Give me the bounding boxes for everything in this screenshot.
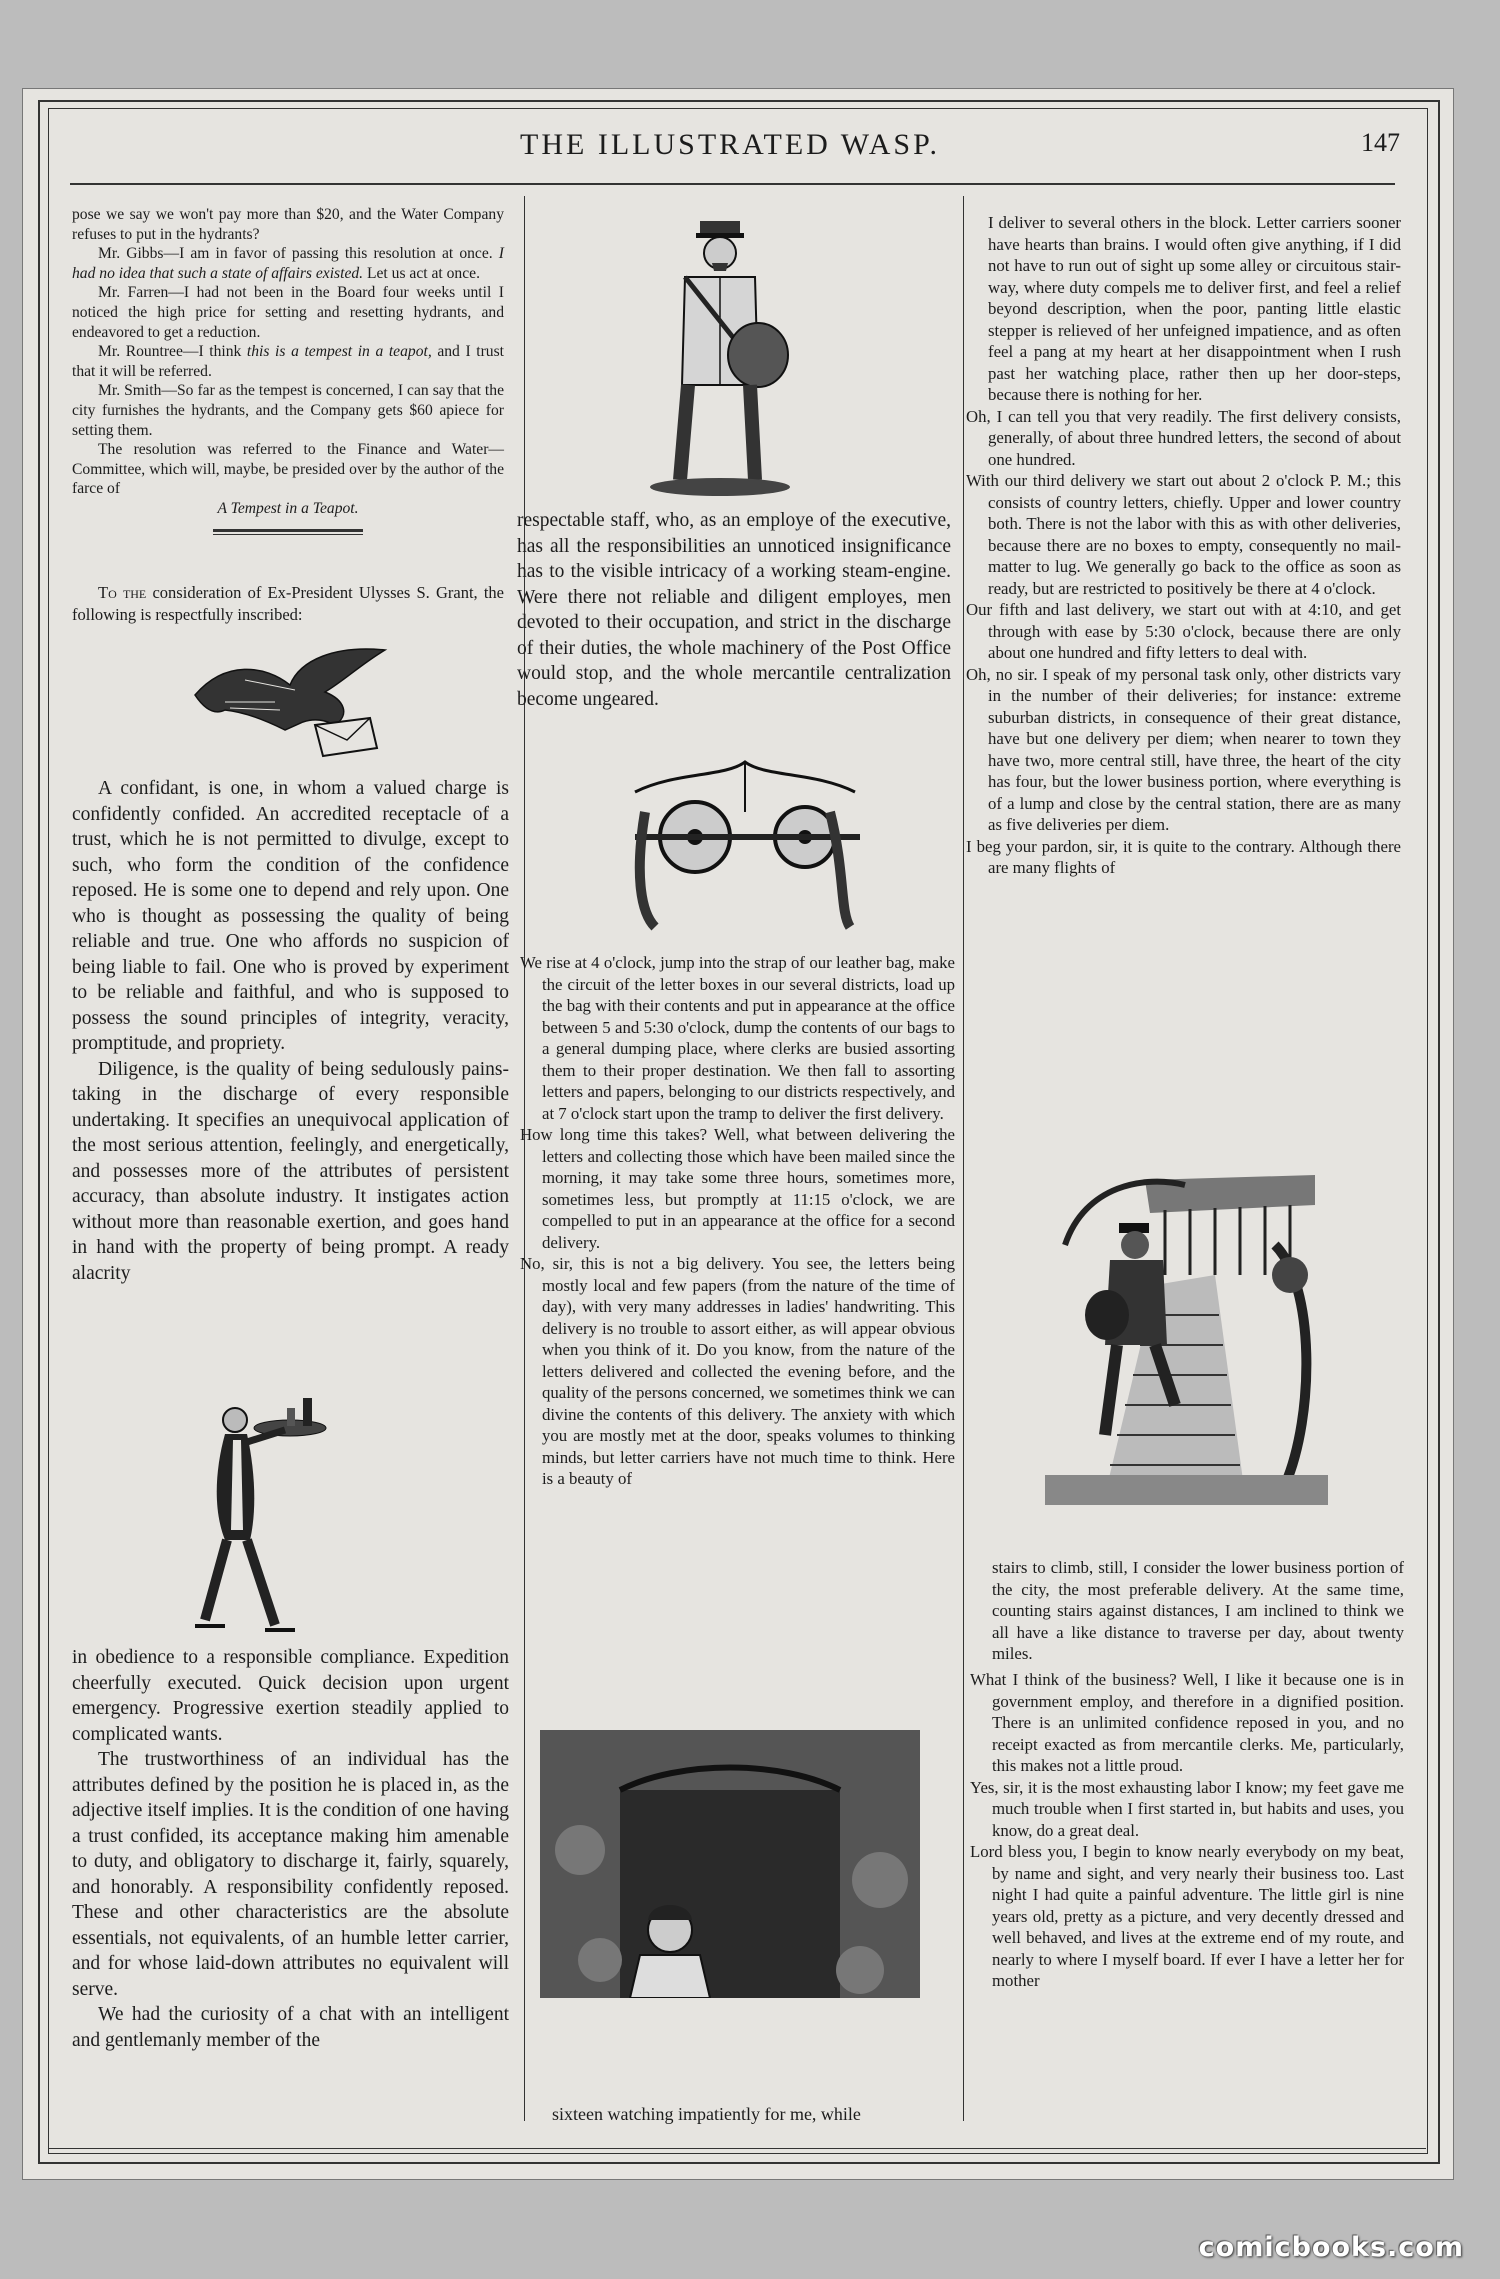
paragraph: respectable staff, who, as an employe of the executive, has all the responsibilities an unnoticed insignificance has to the visible intricacy of a working steam-engine. Were there not reliable and diligent employes, men devoted to their occupation, and strict in the discharge of their duties, the whole machinery of the Post Office would stop, and the whole mercantile centralization become ungeared. [517,510,951,710]
column-divider-2 [963,196,964,2121]
watermark: comicbooks.com [1198,2232,1464,2263]
paragraph: stairs to climb, still, I consider the lower business portion of the city, the most preferable delivery. At the same time, counting stairs against distances, I am inclined to think we all have a like distance to traverse per day, about twenty miles. [992,1558,1404,1663]
letter-carrier-illustration [640,215,805,500]
page-number: 147 [1361,128,1400,157]
column-1-body [72,776,509,1286]
carrier-on-staircase-illustration [1045,1165,1328,1505]
paragraph: The trustworthiness of an individual has the attributes defined by the position he is placed in, as the adjective itself implies. It is the condition of one having a trust confided, its acceptance making him amenable to duty, and obligatory to discharge it, fairly, squarely, and honorably. A responsibility confidently reposed. These and other characteristics are the absolute essentials, not equivalents, of an humble letter carrier, and for whose laid-down attributes no equivalent will serve. [72,1749,509,2000]
page-header [60,128,1400,178]
steam-engine-wheels-illustration [615,752,875,934]
bottom-rule [48,2148,1426,2149]
paragraph: We rise at 4 o'clock, jump into the strap of our leather bag, make the circuit of the letter boxes in our several districts, load up the bag with their contents and put in appearance at the office between 5 and 5:30 o'clock, dump the contents of our bags to a general dumping place, where clerks are busied assorting them to their proper destination. We then fall to assorting letters and papers, belonging to our districts respectively, and at 7 o'clock start upon the tramp to deliver the first delivery. [520,953,956,1123]
header-rule [70,183,1395,185]
column-2-top [517,508,951,712]
paragraph: Mr. Gibbs—I am in favor of passing this resolution at once. I had no idea that such a state of affairs existed. Let us act at once. [72,245,504,282]
paragraph: Oh, I can tell you that very readily. The first delivery consists, generally, of about three hundred letters, the second of about one hundred. [966,406,1401,469]
eagle-with-letter-illustration [185,640,395,760]
paragraph: Oh, no sir. I speak of my personal task only, other districts vary in the number of their deliveries; for instance: extreme suburban districts, in consequence of their great distance, have but one delivery per diem; when nearer to town they have two, more central still, have three, the heart of the city has four, but the lower business portion, where everything is of a lump and close by the central station, there are as many as five deliveries per diem. [966,664,1401,834]
paragraph: We had the curiosity of a chat with an intelligent and gentlemanly member of the [72,2004,509,2051]
paragraph: Mr. Smith—So far as the tempest is concerned, I can say that the city furnishes the hydrants, and the Company gets $60 apiece for setting them. [72,382,504,439]
paragraph: pose we say we won't pay more than $20, and the Water Company refuses to put in the hydrants? [72,206,504,243]
column-1-top [72,205,504,535]
section-rule [213,529,363,535]
paragraph: How long time this takes? Well, what between delivering the letters and collecting those which have been mailed since the morning, it may take some three hours, sometimes more, sometimes less, but promptly at 11:15 o'clock, we are compelled to put in an appearance at the office for a second delivery. [520,1125,955,1252]
paragraph: Our fifth and last delivery, we start out with at 4:10, and get through with ease by 5:30 o'clock, because there are only about one hundred and fifty letters to deal with. [966,600,1401,662]
signature: A Tempest in a Teapot. [217,499,359,517]
paragraph: I deliver to several others in the block. Letter carriers sooner have hearts than brains. I would often give anything, if I did not have to run out of sight up some alley or circuitous stair-way, where duty compels me to deliver first, and feel a relief beyond description, when the poor, panting little elastic stepper is relieved of her unfeigned impatience, and as often feel a pang at my heart at her disappointment when I rush past her watching place, rather then up her door-steps, because there is nothing for her. [988,213,1401,404]
column-2-bottom [552,2102,952,2128]
paragraph: What I think of the business? Well, I like it because one is in government employ, and therefore in a dignified position. There is an unlimited confidence reposed in you, and no receipt exacted as from mercantile clerks. Me, particularly, this makes not a little proud. [970,1670,1404,1775]
paragraph: sixteen watching impatiently for me, while [552,2104,861,2124]
paragraph: I beg your pardon, sir, it is quite to the contrary. Although there are many flights of [966,836,1401,877]
paragraph: The resolution was referred to the Finance and Water—Committee, which will, maybe, be presided over by the author of the farce of [72,441,504,498]
paragraph: With our third delivery we start out about 2 o'clock P. M.; this consists of country letters, chiefly. Upper and lower country both. There is not the labor with this as with other deliveries, because there are no boxes to empty, consequently no mail-matter to lug. We generally go back to the office as soon as ready, but are restricted to positively be there at 4 o'clock. [966,471,1401,598]
dedication: To the consideration of Ex-President Ulysses S. Grant, the following is respectfully inscribed: [72,583,505,624]
paragraph: Mr. Farren—I had not been in the Board four weeks until I noticed the high price for setting and resetting hydrants, and endeavored to get a reduction. [72,284,504,341]
column-3-body [992,1557,1404,1665]
paragraph: No, sir, this is not a big delivery. You see, the letters being mostly local and few papers (from the nature of the time of day), with very many addresses in ladies' handwriting. This delivery is no trouble to assort either, as will appear obvious when you think of it. Do you know, from the nature of the letters delivered and collected the evening before, and the quality of the persons concerned, we sometimes think we can divine the contents of this delivery. The anxiety with which you are mostly met at the door, speaks volumes to thinking minds, but letter carriers have not much time to think. Here is a beauty of [520,1254,955,1488]
paragraph: Diligence, is the quality of being sedulously pains-taking in the discharge of every responsible undertaking. It specifies an unequivocal application of the most serious attention, feelingly, and energetically, and possesses more of the attributes of persistent accuracy, than absolute industry. It instigates action without more than reasonable exertion, and goes hand in hand with the property of being prompt. A ready alacrity [72,1058,509,1284]
paragraph: A confidant, is one, in whom a valued charge is confidently confided. An accredited receptacle of a trust, which he is not permitted to divulge, except to such, who form the condition of the confidence reposed. He is some one to depend and rely upon. One who is thought as possessing the quality of being reliable and true. One who affords no suspicion of being liable to fail. One who is proved by experiment to be reliable and faithful, and who is supposed to possess the sound principles of integrity, veracity, promptitude, and propriety. [72,778,509,1054]
girl-at-window-illustration [540,1730,920,1998]
paragraph: Mr. Rountree—I think this is a tempest in a teapot, and I trust that it will be referred. [72,343,504,380]
column-3-continued [970,1669,1404,1992]
column-3-top [966,212,1401,879]
column-1-continued [72,1645,509,2053]
paragraph: Lord bless you, I begin to know nearly everybody on my beat, by name and sight, and very nearly their business too. Last night I had quite a painful adventure. The little girl is nine years old, pretty as a picture, and very decently dressed and well behaved, and lives at the extreme end of my route, and nearly to where I myself board. If ever I have a letter her for mother [970,1842,1404,1990]
waiter-with-tray-illustration [195,1390,370,1635]
masthead: THE ILLUSTRATED WASP. [520,128,940,161]
column-2-body [520,952,955,1490]
paragraph: in obedience to a responsible compliance. Expedition cheerfully executed. Quick decision upon urgent emergency. Progressive exertion steadily applied to complicated wants. [72,1647,509,1745]
paragraph: Yes, sir, it is the most exhausting labor I know; my feet gave me much trouble when I first started in, but habits and uses, you know, do a great deal. [970,1777,1404,1840]
